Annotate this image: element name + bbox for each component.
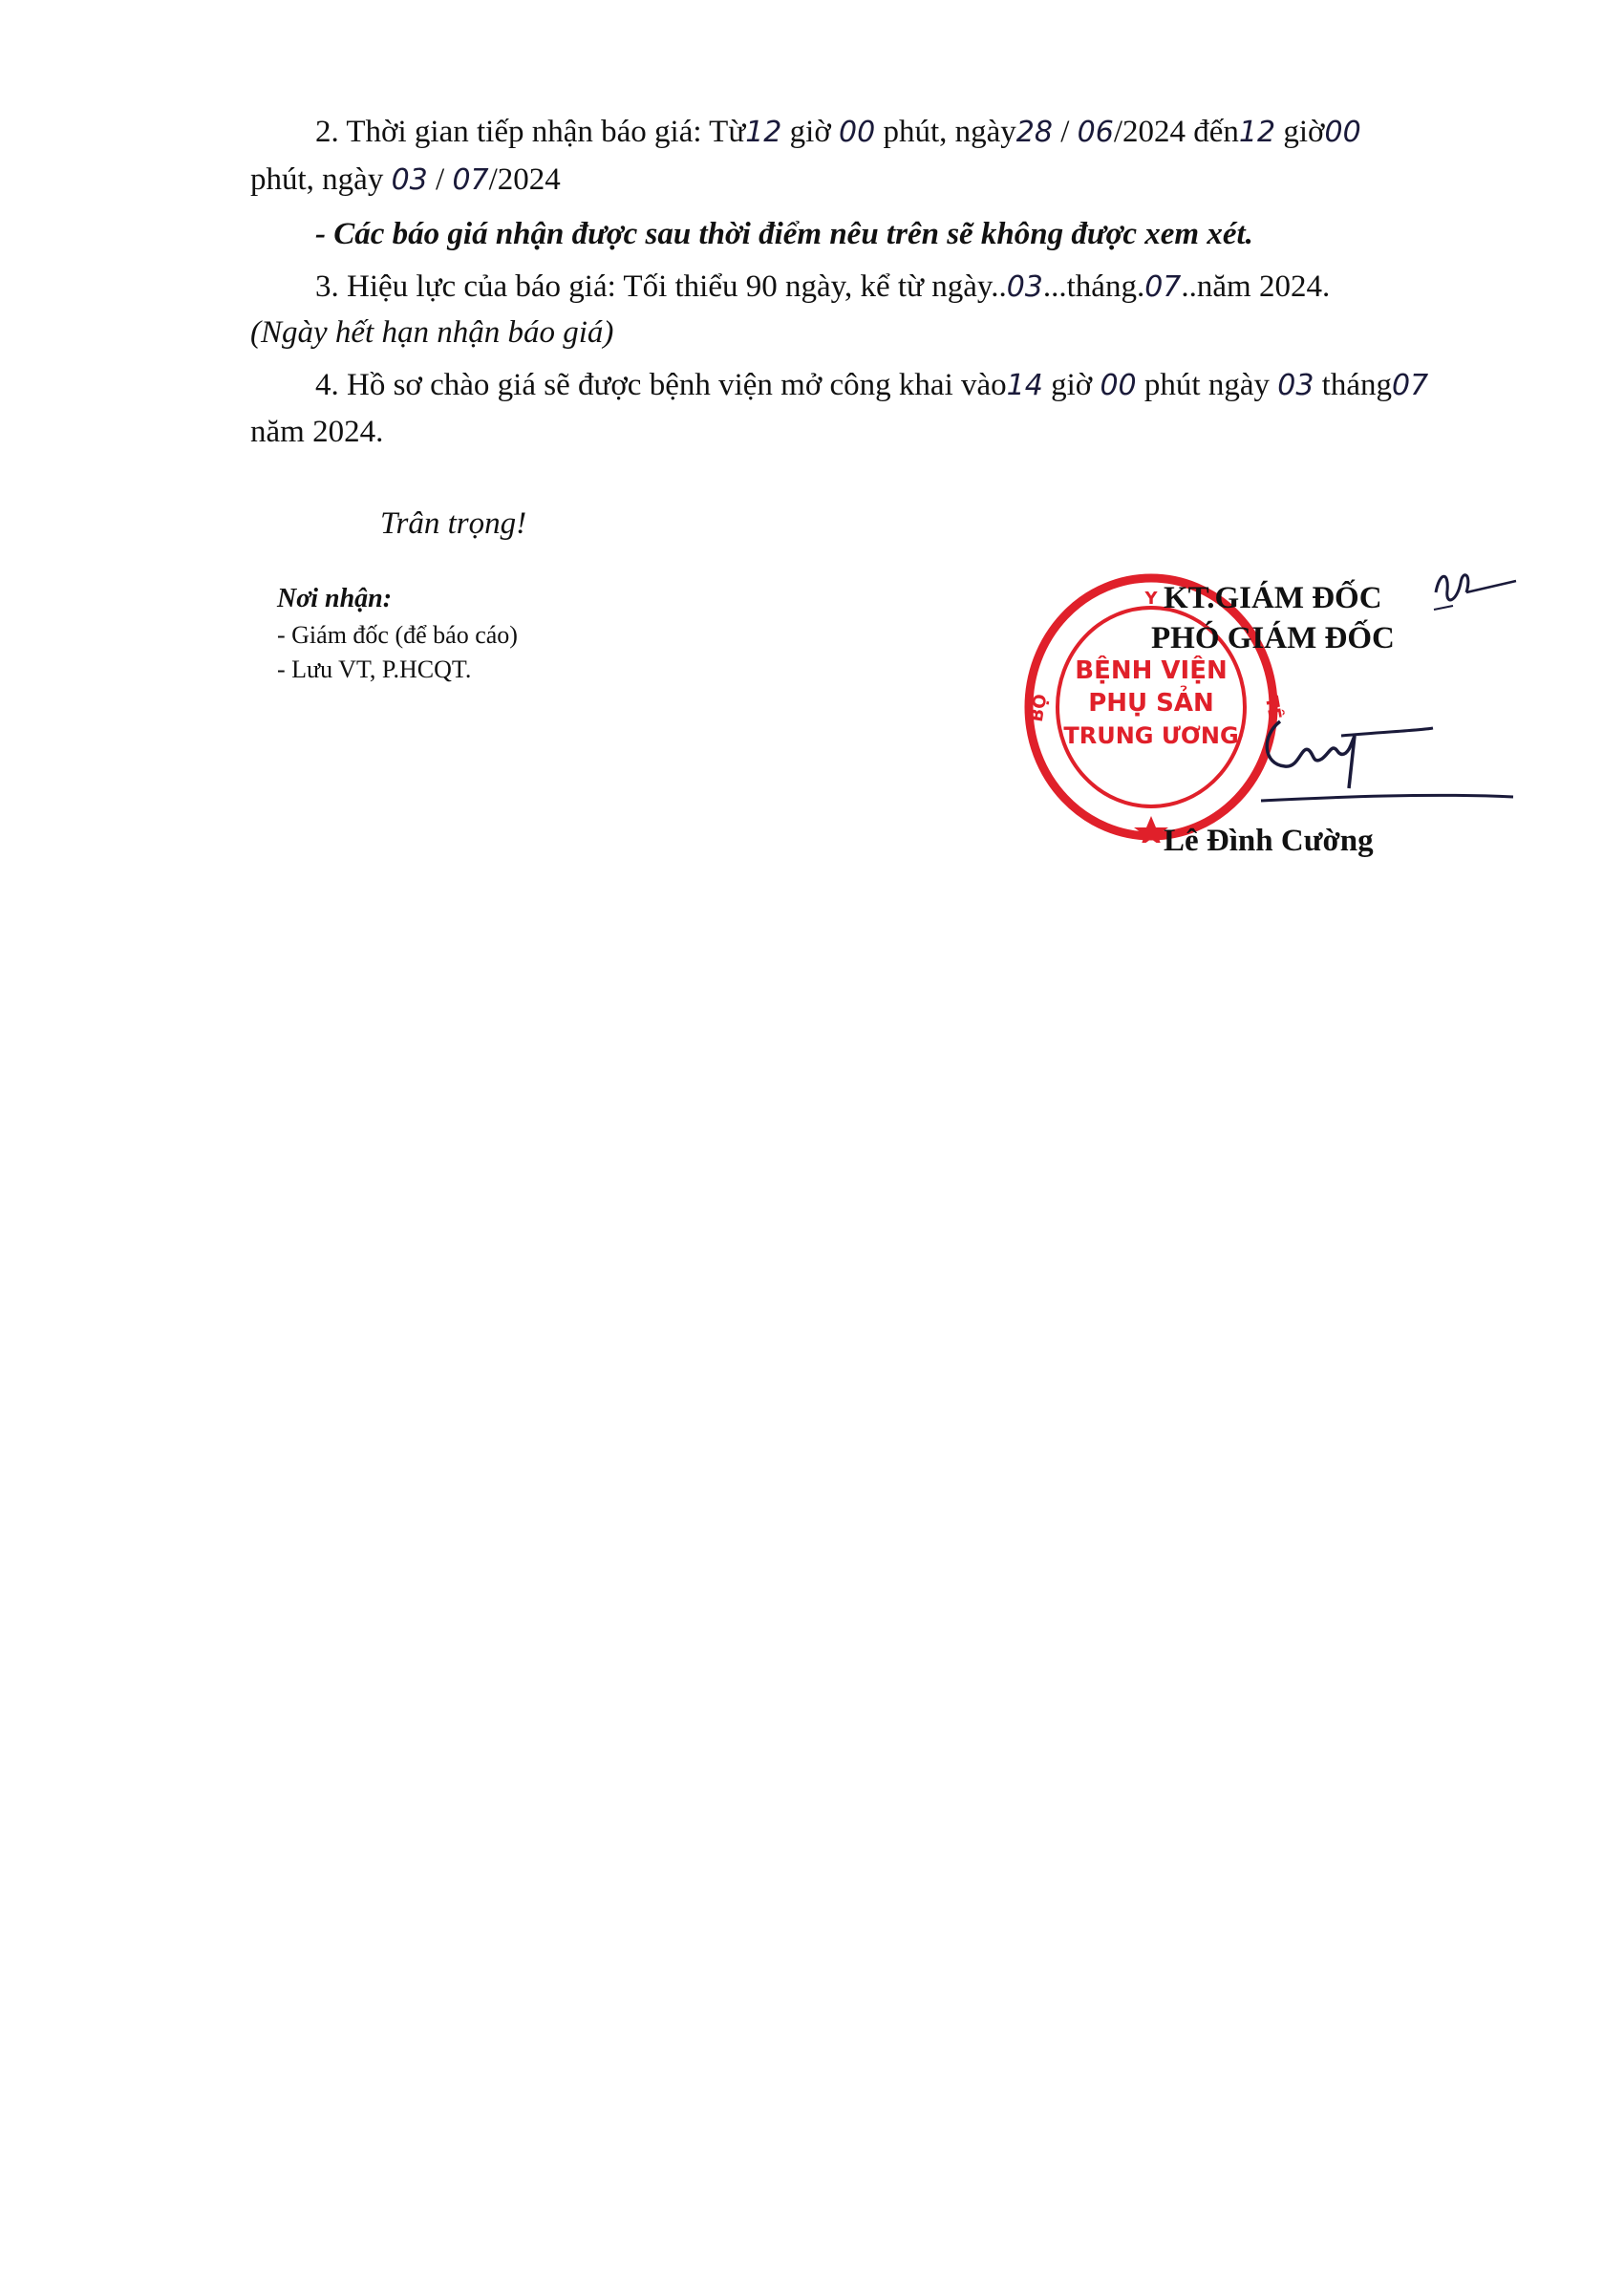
p2-line2-prefix: phút, ngày: [250, 162, 392, 197]
handwritten-signature-icon: [1242, 698, 1528, 812]
handwritten-open-hour: 14: [1006, 369, 1043, 402]
p2-prefix: 2. Thời gian tiếp nhận báo giá: Từ: [315, 115, 746, 149]
paragraph-4-line-2: năm 2024.: [250, 415, 384, 449]
recipients-title: Nơi nhận:: [277, 584, 393, 613]
signature-title-2: PHÓ GIÁM ĐỐC: [1151, 621, 1395, 655]
stamp-ring-top: Y: [1144, 589, 1158, 609]
p2-year-2: /2024: [488, 162, 561, 197]
stamp-line-3: TRUNG ƯƠNG: [1063, 722, 1239, 749]
handwritten-hour-from: 12: [745, 116, 782, 149]
p4-phut: phút ngày: [1136, 368, 1278, 402]
p3-suffix: ..năm 2024.: [1181, 269, 1331, 304]
p2-gio-1: giờ: [781, 115, 840, 149]
handwritten-open-minute: 00: [1100, 369, 1137, 402]
signature-title-1: KT.GIÁM ĐỐC: [1164, 581, 1382, 615]
handwritten-validity-day: 03: [1006, 270, 1043, 304]
p2-sep-2: /: [427, 162, 453, 197]
stamp-ring-left: BỘ: [1026, 692, 1052, 724]
stamp-ring-right: TẾ: [1260, 695, 1285, 721]
p2-year-1: /2024 đến: [1113, 115, 1239, 149]
p2-gio-2: giờ: [1275, 115, 1325, 149]
stamp-line-1: BỆNH VIỆN: [1075, 656, 1228, 685]
closing-text: Trân trọng!: [380, 506, 527, 541]
p3-prefix: 3. Hiệu lực của báo giá: Tối thiểu 90 ngày, kể từ ngày..: [315, 269, 1007, 304]
stamp-line-2: PHỤ SẢN: [1088, 689, 1214, 718]
handwritten-open-day: 03: [1277, 369, 1314, 402]
handwritten-day-to: 03: [391, 163, 428, 197]
paragraph-2-line-2: [250, 161, 561, 200]
p3-mid: ...tháng.: [1042, 269, 1145, 304]
handwritten-month-from: 06: [1077, 116, 1114, 149]
handwritten-day-from: 28: [1015, 116, 1053, 149]
initials-mark-icon: [1428, 564, 1524, 621]
p4-gio: giờ: [1042, 368, 1100, 402]
handwritten-hour-to: 12: [1238, 116, 1276, 149]
handwritten-month-to: 07: [452, 163, 489, 197]
recipient-item-1: - Giám đốc (để báo cáo): [277, 621, 518, 649]
handwritten-validity-month: 07: [1144, 270, 1182, 304]
p2-phut-1: phút, ngày: [875, 115, 1016, 149]
signer-name: Lê Đình Cường: [1164, 824, 1374, 858]
paragraph-3-line-2: (Ngày hết hạn nhận báo giá): [250, 315, 614, 350]
handwritten-minute-from: 00: [839, 116, 876, 149]
handwritten-minute-to: 00: [1324, 116, 1361, 149]
paragraph-2-line-1: [315, 113, 1361, 152]
p2-sep-1: /: [1052, 115, 1078, 149]
handwritten-open-month: 07: [1392, 369, 1429, 402]
paragraph-3-line-1: [315, 268, 1330, 307]
paragraph-4-line-1: [315, 366, 1428, 405]
late-quotes-note: - Các báo giá nhận được sau thời điểm nêu trên sẽ không được xem xét.: [315, 217, 1253, 251]
p4-thang: tháng: [1314, 368, 1392, 402]
recipient-item-2: - Lưu VT, P.HCQT.: [277, 655, 472, 683]
p4-prefix: 4. Hồ sơ chào giá sẽ được bệnh viện mở công khai vào: [315, 368, 1007, 402]
